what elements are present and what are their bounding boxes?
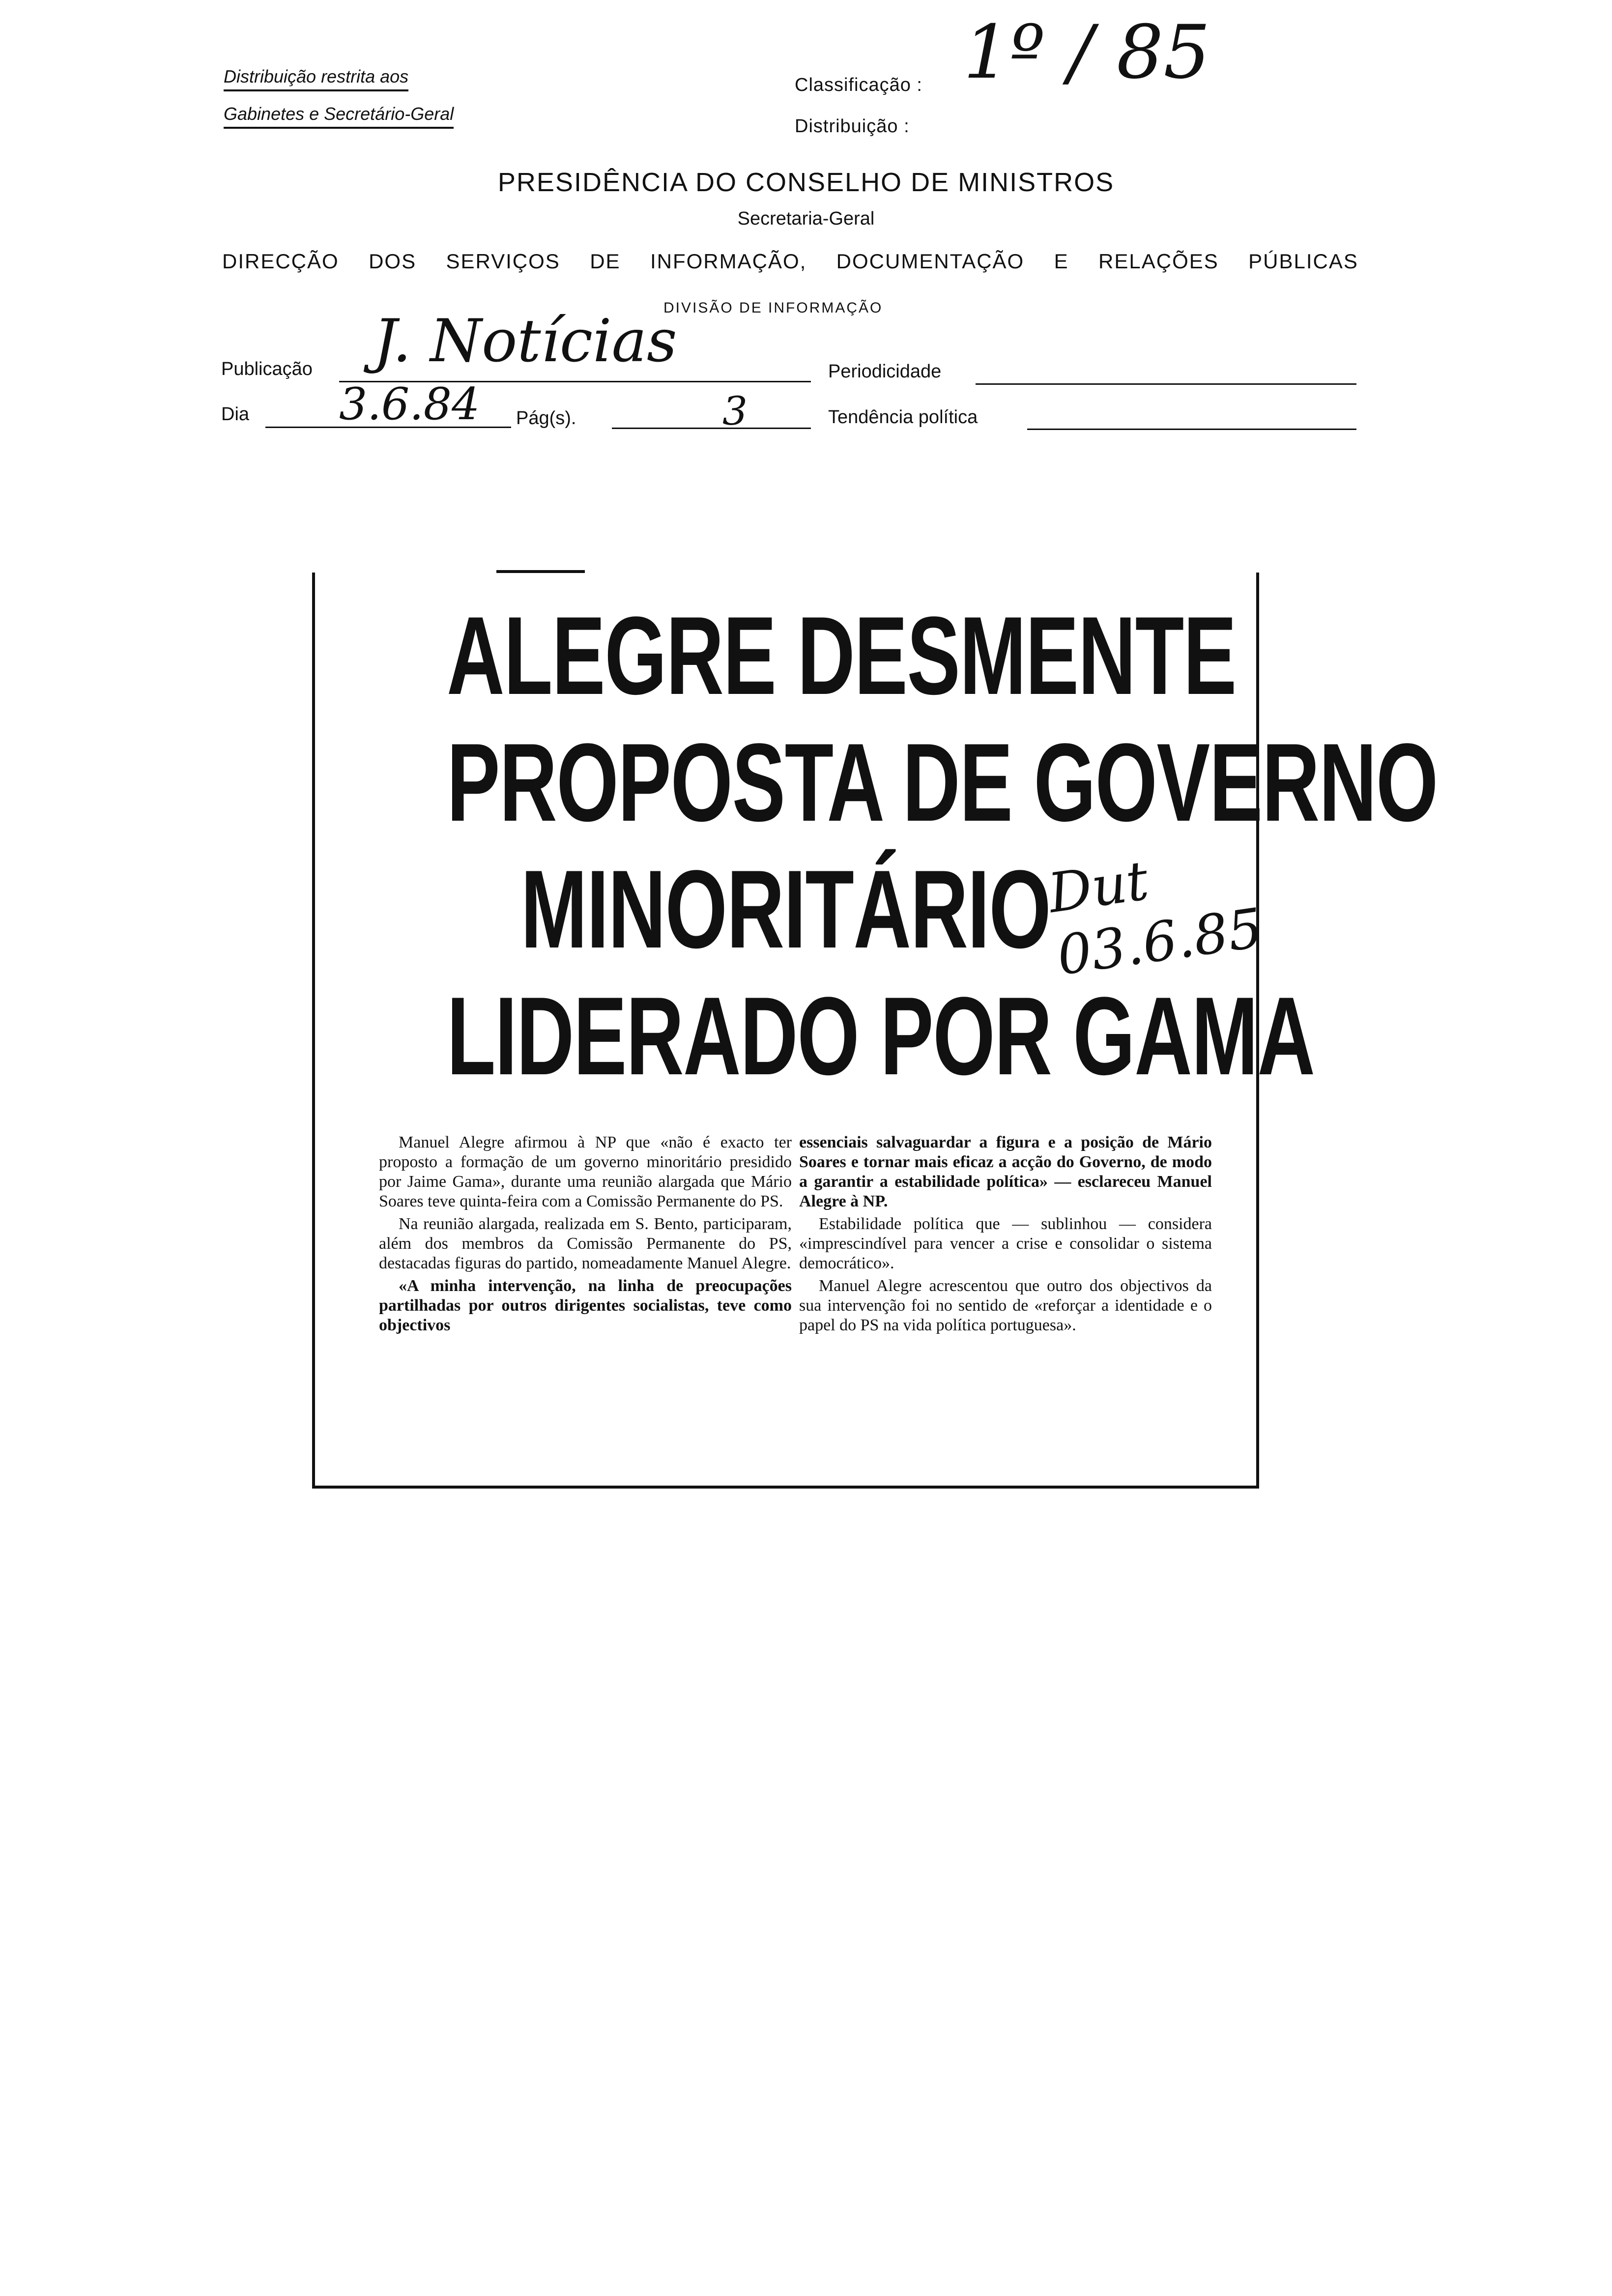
article-paragraph: Na reunião alargada, realizada em S. Bento, participaram, além dos membros da Comissão Permanente do PS, destacadas figuras do partido, nomeadamente Manuel Alegre. (379, 1215, 792, 1272)
article-column-2 (799, 1133, 1212, 1338)
dia-label: Dia (221, 404, 250, 425)
direccao-word: INFORMAÇÃO, (650, 250, 807, 273)
pags-label: Pág(s). (516, 408, 576, 429)
headline-line: LIDERADO POR GAMA (447, 974, 1315, 1098)
handwritten-note: Dut 03.6.85 (1044, 849, 1267, 987)
secretaria-geral: Secretaria-Geral (737, 208, 875, 229)
headline-line: MINORITÁRIO (520, 847, 1051, 971)
direccao-line (222, 250, 1358, 273)
headline-line: ALEGRE DESMENTE (447, 593, 1236, 718)
handwritten-reference: 1º / 85 (963, 10, 1210, 95)
headline-line: PROPOSTA DE GOVERNO (447, 720, 1438, 844)
dia-handwritten: 3.6.84 (339, 378, 480, 430)
article-paragraph: «A minha intervenção, na linha de preocupações partilhadas por outros dirigentes socialistas, teve como objectivos (379, 1277, 792, 1334)
distribuicao-label: Distribuição : (795, 116, 910, 137)
tendencia-label: Tendência política (828, 407, 978, 428)
article-column-1 (379, 1133, 792, 1338)
newspaper-clipping (312, 573, 1438, 1489)
tendencia-line (1027, 429, 1356, 430)
pags-line (612, 428, 811, 429)
article-paragraph: Manuel Alegre acrescentou que outro dos objectivos da sua intervenção foi no sentido de «reforçar a identidade e o papel do PS na vida política portuguesa». (799, 1277, 1212, 1334)
article-paragraph: essenciais salvaguardar a figura e a posição de Mário Soares e tornar mais eficaz a acção do Governo, de modo a garantir a estabilidade política» — esclareceu Manuel Alegre à NP. (799, 1133, 1212, 1210)
periodicidade-label: Periodicidade (828, 361, 942, 382)
article-paragraph: Estabilidade política que — sublinhou — considera «imprescindível para vencer a crise e consolidar o sistema democrático». (799, 1215, 1212, 1272)
classificacao-label: Classificação : (795, 75, 922, 95)
periodicidade-line (976, 383, 1356, 385)
direccao-word: RELAÇÕES (1098, 250, 1219, 273)
direccao-word: SERVIÇOS (446, 250, 560, 273)
divisao-informacao: DIVISÃO DE INFORMAÇÃO (663, 300, 883, 316)
publicacao-handwritten: J. Notícias (374, 307, 677, 375)
direccao-word: DOCUMENTAÇÃO (836, 250, 1025, 273)
publicacao-label: Publicação (221, 359, 313, 379)
restricted-distribution (224, 68, 454, 143)
pags-handwritten: 3 (722, 388, 748, 434)
restricted-line-1: Distribuição restrita aos (224, 68, 408, 91)
direccao-word: E (1054, 250, 1069, 273)
direccao-word: DIRECÇÃO (222, 250, 339, 273)
direccao-word: DE (590, 250, 621, 273)
restricted-line-2: Gabinetes e Secretário-Geral (224, 105, 454, 129)
presidencia-title: PRESIDÊNCIA DO CONSELHO DE MINISTROS (497, 168, 1115, 197)
direccao-word: PÚBLICAS (1248, 250, 1358, 273)
direccao-word: DOS (369, 250, 417, 273)
article-paragraph: Manuel Alegre afirmou à NP que «não é exacto ter proposto a formação de um governo minoritário presidido por Jaime Gama», durante uma reunião alargada que Mário Soares teve quinta-feira com a Comissão Permanente do PS. (379, 1133, 792, 1210)
